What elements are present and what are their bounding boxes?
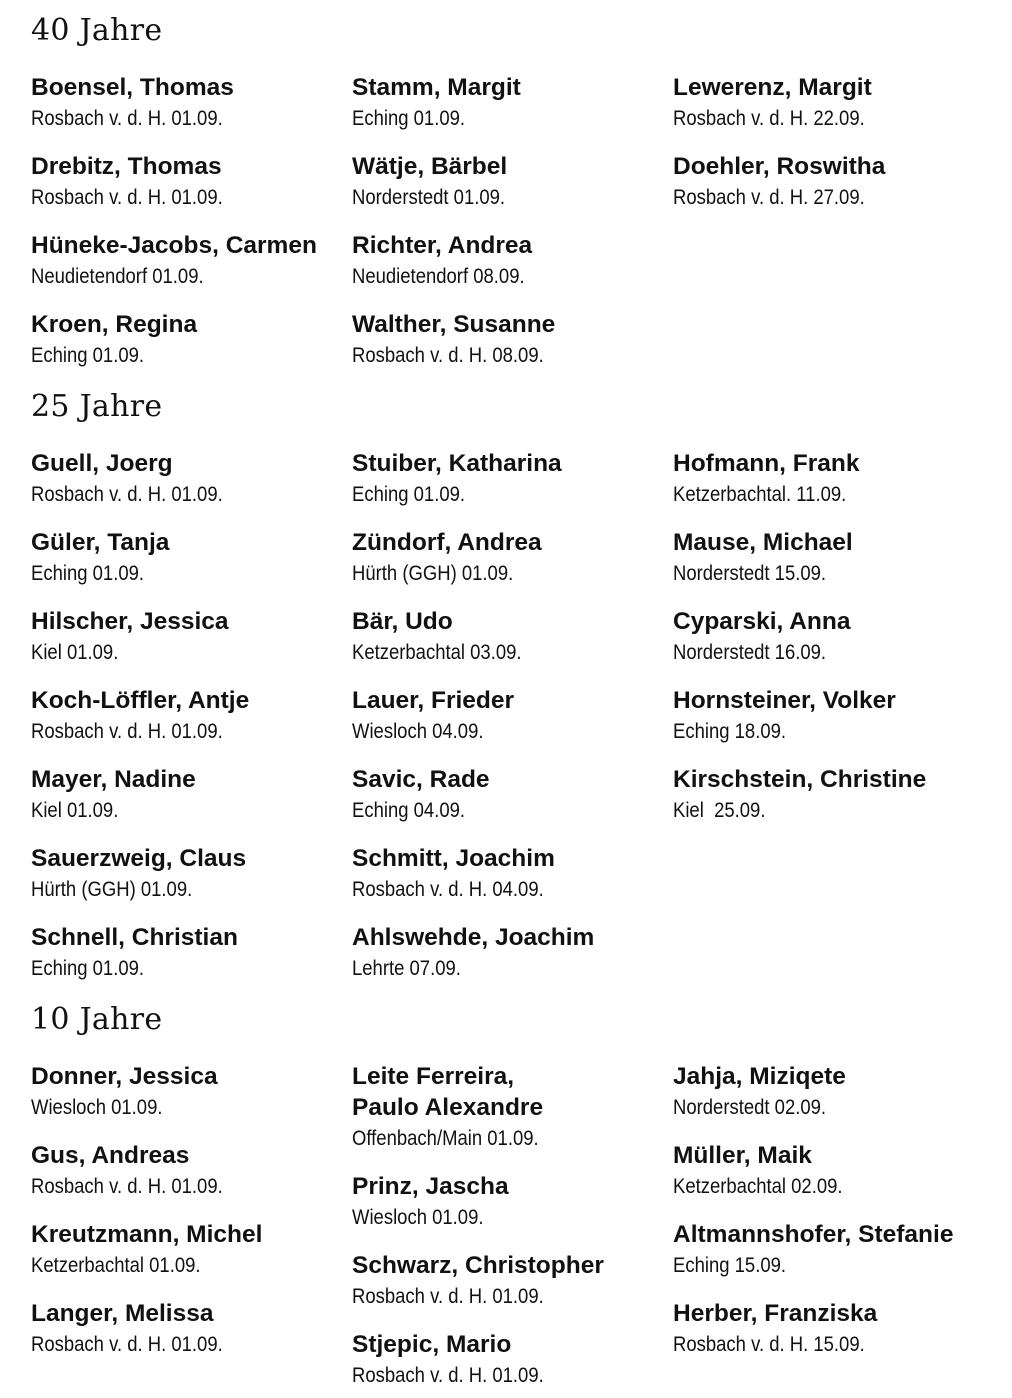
location-and-date: Rosbach v. d. H. 01.09. <box>31 1175 223 1198</box>
location-and-date: Eching 01.09. <box>31 957 145 980</box>
list-item <box>673 151 983 214</box>
person-name: Ahlswehde, Joachim <box>352 924 595 951</box>
list-item <box>352 1329 662 1392</box>
list-item <box>673 72 983 135</box>
location-and-date: Rosbach v. d. H. 27.09. <box>673 186 865 209</box>
location-and-date: Rosbach v. d. H. 01.09. <box>31 186 223 209</box>
list-item <box>31 685 341 748</box>
location-and-date: Norderstedt 02.09. <box>673 1096 827 1119</box>
location-and-date: Wiesloch 01.09. <box>352 1206 484 1229</box>
person-name: Schwarz, Christopher <box>352 1252 604 1279</box>
person-name: Hilscher, Jessica <box>31 608 229 635</box>
person-name: Lewerenz, Margit <box>673 74 872 101</box>
list-item <box>352 1061 662 1155</box>
location-and-date: Hürth (GGH) 01.09. <box>31 878 193 901</box>
list-item <box>673 527 983 590</box>
section-title: 25 Jahre <box>31 389 163 424</box>
person-name: Kirschstein, Christine <box>673 766 927 793</box>
person-name: Guell, Joerg <box>31 450 173 477</box>
location-and-date: Offenbach/Main 01.09. <box>352 1127 539 1150</box>
person-name: Güler, Tanja <box>31 529 170 556</box>
list-item <box>31 448 341 511</box>
person-name: Gus, Andreas <box>31 1142 190 1169</box>
list-item <box>352 764 662 827</box>
location-and-date: Norderstedt 16.09. <box>673 641 827 664</box>
location-and-date: Eching 01.09. <box>352 483 466 506</box>
person-name: Stjepic, Mario <box>352 1331 512 1358</box>
list-item <box>673 448 983 511</box>
list-item <box>31 72 341 135</box>
location-and-date: Rosbach v. d. H. 15.09. <box>673 1333 865 1356</box>
location-and-date: Neudietendorf 08.09. <box>352 265 525 288</box>
person-name: Müller, Maik <box>673 1142 812 1169</box>
location-and-date: Wiesloch 04.09. <box>352 720 484 743</box>
person-name: Kroen, Regina <box>31 311 198 338</box>
list-item <box>31 606 341 669</box>
person-name: Hüneke-Jacobs, Carmen <box>31 232 317 259</box>
location-and-date: Kiel 01.09. <box>31 799 119 822</box>
person-name: Zündorf, Andrea <box>352 529 542 556</box>
location-and-date: Hürth (GGH) 01.09. <box>352 562 514 585</box>
list-item <box>31 1298 341 1361</box>
location-and-date: Eching 01.09. <box>31 344 145 367</box>
person-name: Langer, Melissa <box>31 1300 214 1327</box>
person-name: Kreutzmann, Michel <box>31 1221 263 1248</box>
list-item <box>31 1219 341 1282</box>
person-name: Stuiber, Katharina <box>352 450 562 477</box>
location-and-date: Rosbach v. d. H. 01.09. <box>352 1285 544 1308</box>
location-and-date: Eching 15.09. <box>673 1254 787 1277</box>
list-item <box>673 1061 983 1124</box>
location-and-date: Lehrte 07.09. <box>352 957 461 980</box>
location-and-date: Eching 18.09. <box>673 720 787 743</box>
list-item <box>31 1140 341 1203</box>
list-item <box>673 1140 983 1203</box>
person-name: Boensel, Thomas <box>31 74 234 101</box>
location-and-date: Rosbach v. d. H. 01.09. <box>31 720 223 743</box>
list-item <box>31 230 341 293</box>
person-name: Altmannshofer, Stefanie <box>673 1221 954 1248</box>
location-and-date: Neudietendorf 01.09. <box>31 265 204 288</box>
list-item <box>352 151 662 214</box>
section-title: 10 Jahre <box>31 1002 163 1037</box>
location-and-date: Eching 01.09. <box>352 107 466 130</box>
section-title: 40 Jahre <box>31 13 163 48</box>
list-item <box>673 606 983 669</box>
person-name: Prinz, Jascha <box>352 1173 509 1200</box>
person-name: Mause, Michael <box>673 529 853 556</box>
list-item <box>352 448 662 511</box>
person-name: Stamm, Margit <box>352 74 521 101</box>
list-item <box>352 922 662 985</box>
person-name: Schmitt, Joachim <box>352 845 555 872</box>
person-name: Hofmann, Frank <box>673 450 860 477</box>
list-item <box>673 1219 983 1282</box>
person-name: Bär, Udo <box>352 608 453 635</box>
list-item <box>352 527 662 590</box>
list-item <box>352 72 662 135</box>
list-item <box>31 843 341 906</box>
list-item <box>673 1298 983 1361</box>
location-and-date: Kiel 25.09. <box>673 799 766 822</box>
person-name: Donner, Jessica <box>31 1063 218 1090</box>
person-name: Drebitz, Thomas <box>31 153 222 180</box>
list-item <box>352 606 662 669</box>
location-and-date: Rosbach v. d. H. 22.09. <box>673 107 865 130</box>
list-item <box>673 764 983 827</box>
list-item <box>352 230 662 293</box>
person-name: Lauer, Frieder <box>352 687 515 714</box>
person-name: Doehler, Roswitha <box>673 153 886 180</box>
list-item <box>352 1250 662 1313</box>
person-name: Richter, Andrea <box>352 232 533 259</box>
list-item <box>31 922 341 985</box>
person-name: Hornsteiner, Volker <box>673 687 896 714</box>
person-name: Wätje, Bärbel <box>352 153 508 180</box>
person-name: Cyparski, Anna <box>673 608 851 635</box>
location-and-date: Rosbach v. d. H. 01.09. <box>352 1364 544 1387</box>
location-and-date: Rosbach v. d. H. 08.09. <box>352 344 544 367</box>
list-item <box>31 151 341 214</box>
list-item <box>352 309 662 372</box>
location-and-date: Kiel 01.09. <box>31 641 119 664</box>
list-item <box>673 685 983 748</box>
person-name: Savic, Rade <box>352 766 490 793</box>
list-item <box>352 1171 662 1234</box>
person-name: Leite Ferreira, <box>352 1063 515 1090</box>
person-name: Sauerzweig, Claus <box>31 845 247 872</box>
location-and-date: Wiesloch 01.09. <box>31 1096 163 1119</box>
location-and-date: Ketzerbachtal 01.09. <box>31 1254 201 1277</box>
person-name: Schnell, Christian <box>31 924 238 951</box>
location-and-date: Norderstedt 15.09. <box>673 562 827 585</box>
person-name-continued: Paulo Alexandre <box>352 1094 544 1121</box>
list-item <box>31 309 341 372</box>
person-name: Mayer, Nadine <box>31 766 196 793</box>
location-and-date: Rosbach v. d. H. 01.09. <box>31 483 223 506</box>
person-name: Walther, Susanne <box>352 311 556 338</box>
location-and-date: Eching 01.09. <box>31 562 145 585</box>
location-and-date: Ketzerbachtal 03.09. <box>352 641 522 664</box>
person-name: Koch-Löffler, Antje <box>31 687 250 714</box>
list-item <box>31 1061 341 1124</box>
location-and-date: Rosbach v. d. H. 04.09. <box>352 878 544 901</box>
location-and-date: Eching 04.09. <box>352 799 466 822</box>
person-name: Herber, Franziska <box>673 1300 878 1327</box>
location-and-date: Norderstedt 01.09. <box>352 186 506 209</box>
location-and-date: Ketzerbachtal. 11.09. <box>673 483 847 506</box>
list-item <box>31 527 341 590</box>
location-and-date: Rosbach v. d. H. 01.09. <box>31 1333 223 1356</box>
list-item <box>31 764 341 827</box>
location-and-date: Rosbach v. d. H. 01.09. <box>31 107 223 130</box>
list-item <box>352 685 662 748</box>
location-and-date: Ketzerbachtal 02.09. <box>673 1175 843 1198</box>
person-name: Jahja, Miziqete <box>673 1063 846 1090</box>
list-item <box>352 843 662 906</box>
